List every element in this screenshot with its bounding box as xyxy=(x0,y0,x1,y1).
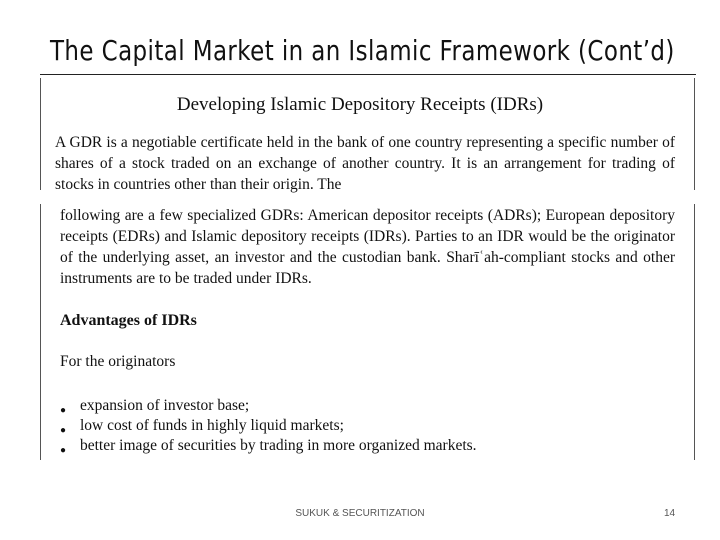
box-border-right-lower xyxy=(694,204,695,460)
paragraph-idr-parties: following are a few specialized GDRs: American depositor receipts (ADRs); European depository receipts (EDRs) and Islamic depository receipts (IDRs). Parties to an IDR would be the originator of the underlying asset, an investor and the custodian bank. Sharīʿah-compliant stocks and other instruments are to be traded under IDRs. xyxy=(60,207,675,287)
bullet-dot-icon: ● xyxy=(60,405,67,416)
list-item xyxy=(58,416,477,436)
bullet-dot-icon: ● xyxy=(60,425,67,436)
footer-label: SUKUK & SECURITIZATION xyxy=(295,508,425,519)
box-heading: Developing Islamic Depository Receipts (IDRs) xyxy=(176,94,544,115)
originators-label: For the originators xyxy=(60,353,176,370)
advantages-heading: Advantages of IDRs xyxy=(60,312,197,329)
list-item-text: better image of securities by trading in more organized markets. xyxy=(80,437,477,454)
list-item-text: low cost of funds in highly liquid markets; xyxy=(80,417,344,434)
bullet-dot-icon: ● xyxy=(60,445,67,456)
box-border-left-lower xyxy=(40,204,41,460)
title-divider xyxy=(40,74,696,75)
slide-title: The Capital Market in an Islamic Framework (Cont’d) xyxy=(50,34,675,67)
page-number: 14 xyxy=(664,508,676,519)
list-item xyxy=(58,436,477,456)
paragraph-gdr-definition: A GDR is a negotiable certificate held in the bank of one country representing a specific number of shares of a stock traded on an exchange of another country. It is an arrangement for trading of stocks in countries other than their origin. The xyxy=(55,134,675,193)
list-item xyxy=(58,396,477,416)
advantages-list xyxy=(58,396,477,456)
list-item-text: expansion of investor base; xyxy=(80,397,250,414)
